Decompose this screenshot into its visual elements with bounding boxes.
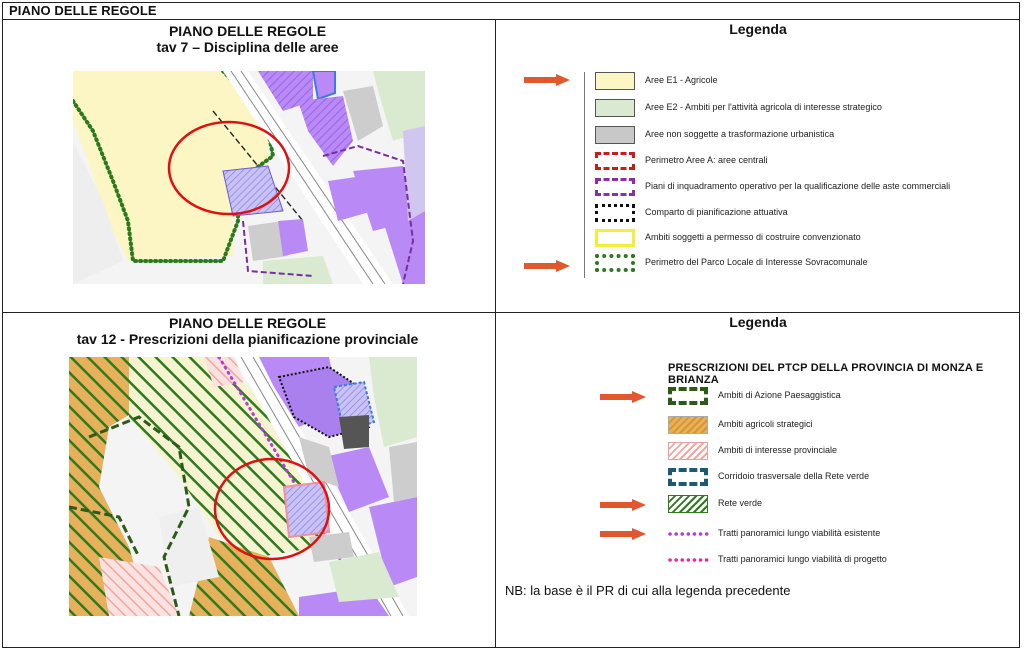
arrow-icon — [524, 74, 570, 86]
panel1-title-line1: PIANO DELLE REGOLE — [168, 23, 327, 39]
column-divider — [495, 20, 496, 648]
yellow-outline-swatch-icon — [595, 229, 635, 247]
arrow-icon — [600, 499, 646, 511]
pink-hatch-swatch-icon — [668, 442, 708, 460]
legend1-separator — [584, 72, 585, 278]
legend1-title: Legenda — [729, 21, 787, 37]
panel2-title-line1: PIANO DELLE REGOLE — [168, 315, 327, 331]
teal-dashed-swatch-icon — [668, 468, 708, 486]
page-title: PIANO DELLE REGOLE — [9, 3, 157, 18]
panel2-title — [0, 315, 495, 347]
row-divider — [2, 312, 1020, 313]
orange-hatch-swatch-icon — [668, 416, 708, 434]
magenta-dots-swatch-icon — [668, 558, 712, 562]
panel2-title-line2: tav 12 - Prescrizioni della pianificazione provinciale — [76, 331, 419, 347]
black-dotted-swatch-icon — [595, 204, 635, 222]
purple-dashed-swatch-icon — [595, 178, 635, 196]
grey-swatch-icon — [595, 126, 635, 144]
arrow-icon — [600, 528, 646, 540]
map-tav7 — [73, 71, 425, 284]
legend2-heading: PRESCRIZIONI DEL PTCP DELLA PROVINCIA DI MONZA E BRIANZA — [668, 362, 984, 386]
red-dashed-swatch-icon — [595, 152, 635, 170]
green-swatch-icon — [595, 99, 635, 117]
purple-dots-swatch-icon — [668, 532, 712, 536]
green-hatch-swatch-icon — [668, 495, 708, 513]
darkgreen-dashed-swatch-icon — [668, 387, 708, 405]
green-dotted-swatch-icon — [595, 254, 635, 272]
map-tav12 — [69, 357, 417, 616]
panel1-title — [0, 23, 495, 55]
header-bar — [2, 2, 1020, 20]
panel1-title-line2: tav 7 – Disciplina delle aree — [156, 39, 339, 55]
arrow-icon — [600, 391, 646, 403]
legend2-note: NB: la base è il PR di cui alla legenda precedente — [505, 583, 791, 598]
legend2-title: Legenda — [729, 314, 787, 330]
yellow-swatch-icon — [595, 72, 635, 90]
arrow-icon — [524, 260, 570, 272]
